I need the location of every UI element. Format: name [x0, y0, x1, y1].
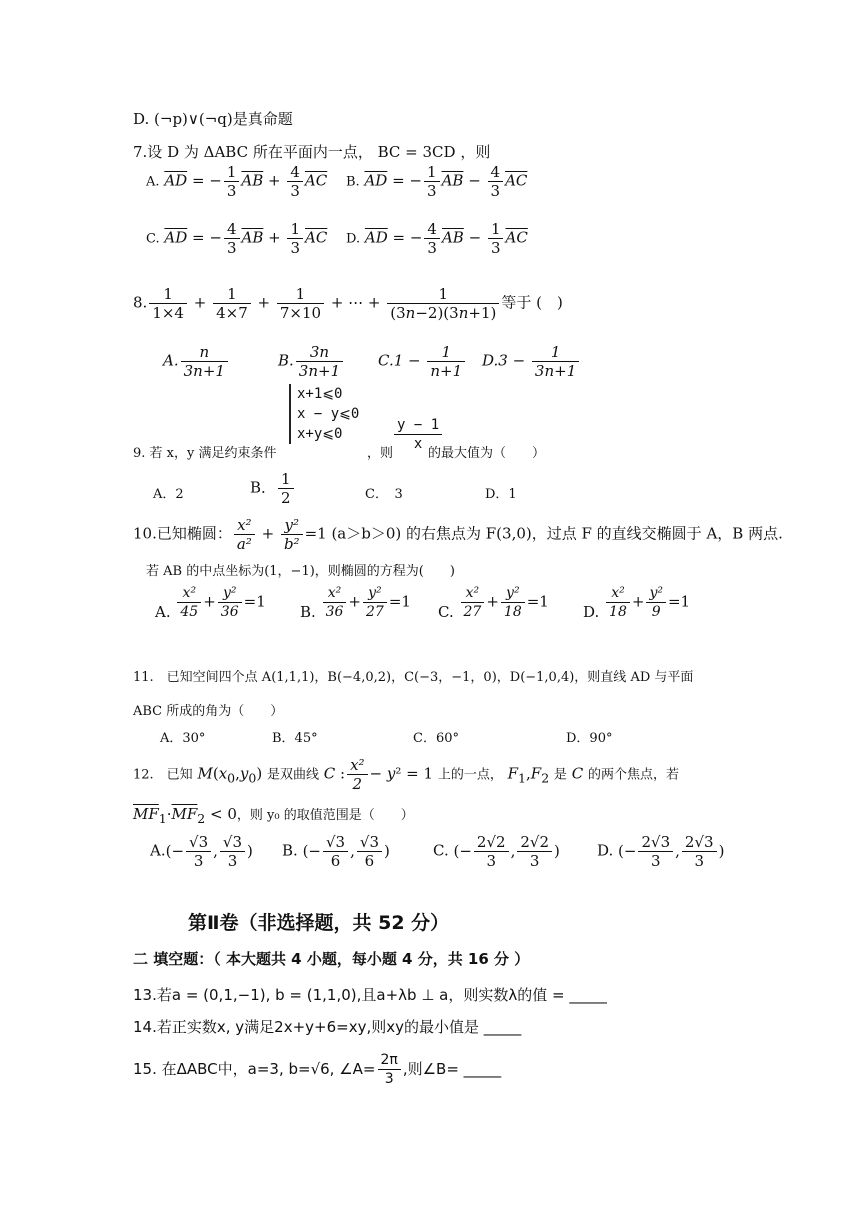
q9-frac-den: x	[413, 436, 423, 452]
q10-option-a-label: A.	[155, 602, 171, 621]
q12-option-a: A.(− $\frac{√3}{3}$ , $\frac{√3}{3}$ )	[150, 833, 253, 870]
q8-option-a: A. $\frac{n}{3n+1}$	[163, 343, 230, 380]
q10-option-c-label: C.	[438, 602, 454, 621]
q10-stem: 10.已知椭圆： $\frac{\text{x²}}{\text{a²}}$ + $\frac{\text{y²}}{\text{b²}}$ =1 (a＞b＞0) 的右焦点为 F(3,0)，过点 F 的直线交椭圆于 A，B 两点.	[133, 516, 783, 553]
q10-option-d-label: D.	[583, 602, 600, 621]
q15-tail: ,则∠B= _____	[402, 1060, 502, 1078]
q12-option-d: D. (− $\frac{2√3}{3}$ , $\frac{2√3}{3}$ )	[597, 833, 725, 870]
q10-option-d: D. $\frac{\text{x²}}{18}$ + $\frac{\text{y²}}{9}$ =1	[583, 585, 691, 621]
q12-option-c: C. (− $\frac{2√2}{3}$ , $\frac{2√2}{3}$ )	[433, 833, 560, 870]
q8-option-d-label: D.	[482, 351, 499, 370]
q11-option-c: C．60°	[413, 731, 459, 746]
q8-option-a-label: A.	[163, 351, 179, 370]
q8-option-d: D.3 − $\frac{1}{3n+1}$	[482, 343, 581, 380]
q7-option-c: C. $\overline{AD}$ = − $\frac{4}{3}$ $\overline{AB}$ + $\frac{1}{3}$ $\overline{AC}$	[146, 220, 328, 257]
q9-constraint-3: x+y⩽0	[297, 426, 343, 442]
q10-stem-lead: 10.已知椭圆：	[133, 524, 232, 543]
q12-line2-text: ，则 y₀ 的取值范围是（ ）	[236, 808, 414, 823]
q9-option-a: A．2	[153, 487, 184, 502]
section-fill-in-heading: 二 填空题：（ 本大题共 4 小题，每小题 4 分，共 16 分 ）	[133, 950, 530, 968]
q8-option-b-label: B.	[278, 351, 294, 370]
q12-line2: $\overline{MF}_1\cdot\overline{MF}_2 < 0$，则 y₀ 的取值范围是（ ）	[133, 805, 414, 826]
q11-option-b: B．45°	[272, 731, 318, 746]
q10-d-denx: 18	[609, 604, 627, 620]
q7-option-a: A. $\overline{AD}$ = − $\frac{1}{3}$ $\overline{AB}$ + $\frac{4}{3}$ $\overline{AC}$	[146, 163, 328, 200]
q12-text-e: 的两个焦点，若	[587, 767, 679, 783]
q9-option-b-label: B．	[250, 478, 277, 497]
q13-text: 13.若a = (0,1,−1), b = (1,1,0),且a+λb ⊥ a，则实数λ的值 = _____	[133, 986, 607, 1004]
q10-b-deny: 27	[365, 604, 384, 620]
q10-d-deny: 9	[651, 604, 661, 620]
q8-number: 8.	[133, 293, 148, 312]
q11-option-d: D．90°	[566, 731, 613, 746]
q12-option-c-label: C.	[433, 841, 449, 860]
q14-text: 14.若正实数x, y满足2x+y+6=xy,则xy的最小值是 _____	[133, 1018, 522, 1036]
q15-lead: 15. 在ΔABC中，a=3, b=√6, ∠A=	[133, 1060, 376, 1078]
q9-tail: 的最大值为（ ）	[428, 446, 546, 461]
q10-option-a: A. $\frac{\text{x²}}{45}$ + $\frac{\text{y²}}{36}$ =1	[155, 585, 266, 621]
q9-option-d: D．1	[485, 487, 517, 502]
q12-text-d: 是	[553, 767, 567, 783]
q7-option-d: D. $\overline{AD}$ = − $\frac{4}{3}$ $\overline{AB}$ − $\frac{1}{3}$ $\overline{AC}$	[346, 220, 528, 257]
q11-line1: 11. 已知空间四个点 A(1,1,1)，B(−4,0,2)，C(−3，−1，0)，D(−1,0,4)，则直线 AD 与平面	[133, 670, 694, 685]
q10-c-deny: 18	[503, 604, 522, 620]
q11-line2: ABC 所成的角为（ ）	[133, 704, 284, 719]
q10-b-denx: 36	[325, 604, 344, 620]
q12-lead: 12. 已知	[133, 767, 193, 783]
q12-option-d-label: D.	[597, 841, 614, 860]
q10-option-c: C. $\frac{\text{x²}}{27}$ + $\frac{\text{y²}}{18}$ =1	[438, 585, 549, 621]
q15-text: 15. 在ΔABC中，a=3, b=√6, ∠A= $\frac{2\pi}{3}$ ,则∠B= _____	[133, 1052, 502, 1087]
q11-option-a: A．30°	[160, 731, 206, 746]
q9-option-b: B． $\frac{1}{2}$	[250, 470, 296, 507]
q9-stem: 9. 若 x，y 满足约束条件	[133, 446, 277, 461]
q7-option-d-label: D.	[346, 231, 361, 247]
q8-option-b: B. $\frac{3n}{3n+1}$	[278, 343, 345, 380]
q7-option-b-label: B.	[346, 174, 360, 190]
part2-title: 第Ⅱ卷（非选择题，共 52 分）	[188, 912, 450, 934]
q9-constraint-1: x+1⩽0	[297, 386, 343, 402]
q10-option-b: B. $\frac{\text{x²}}{36}$ + $\frac{\text{y²}}{27}$ =1	[300, 585, 411, 621]
q12-line1: 12. 已知 $M(x_0,y_0)$ 是双曲线 C : $\frac{\text{x²}}{2}$ − y² = 1 上的一点， $F_1,F_2$ 是 C 的两个焦点，若	[133, 756, 679, 793]
q8-option-c-label: C.	[378, 351, 394, 370]
q10-a-deny: 36	[220, 604, 239, 620]
q10-line2: 若 AB 的中点坐标为(1，−1)，则椭圆的方程为( )	[146, 564, 455, 579]
q9-constraint-system	[289, 384, 359, 444]
q6-option-d: D. (¬p)∨(¬q)是真命题	[133, 110, 293, 128]
q10-a-denx: 45	[180, 604, 199, 620]
q10-c-denx: 27	[463, 604, 482, 620]
q9-option-c: C． 3	[365, 487, 403, 502]
q10-option-b-label: B.	[300, 602, 316, 621]
q10-stem-rest: =1 (a＞b＞0) 的右焦点为 F(3,0)，过点 F 的直线交椭圆于 A，B 两点.	[304, 524, 783, 543]
q8-tail: 等于 ( )	[501, 293, 563, 312]
q12-option-b: B. (− $\frac{√3}{6}$ , $\frac{√3}{6}$ )	[282, 833, 390, 870]
q9-frac-num: y − 1	[394, 416, 442, 435]
q7-option-b: B. $\overline{AD}$ = − $\frac{1}{3}$ $\overline{AB}$ − $\frac{4}{3}$ $\overline{AC}$	[346, 163, 528, 200]
q9-constraint-2: x − y⩽0	[297, 406, 360, 422]
q12-text-c: 上的一点，	[437, 767, 503, 783]
q8-option-c: C.1 − $\frac{1}{n+1}$	[378, 343, 467, 380]
q9-mid: ，则	[367, 446, 394, 461]
q12-option-b-label: B.	[282, 841, 298, 860]
q12-option-a-label: A.	[150, 841, 166, 860]
q12-text-b: 是双曲线	[266, 767, 319, 783]
q7-option-c-label: C.	[146, 231, 160, 247]
q8-stem: 8. $\frac{1}{1\times 4}$ + $\frac{1}{4\times 7}$ + $\frac{1}{7\times 10}$ + ⋯ + $\frac{1}{(3n-2)(3n+1)}$ 等于 ( )	[133, 285, 563, 322]
q7-option-a-label: A.	[146, 174, 160, 190]
q7-stem: 7.设 D 为 ΔABC 所在平面内一点， BC = 3CD ，则	[133, 143, 491, 161]
